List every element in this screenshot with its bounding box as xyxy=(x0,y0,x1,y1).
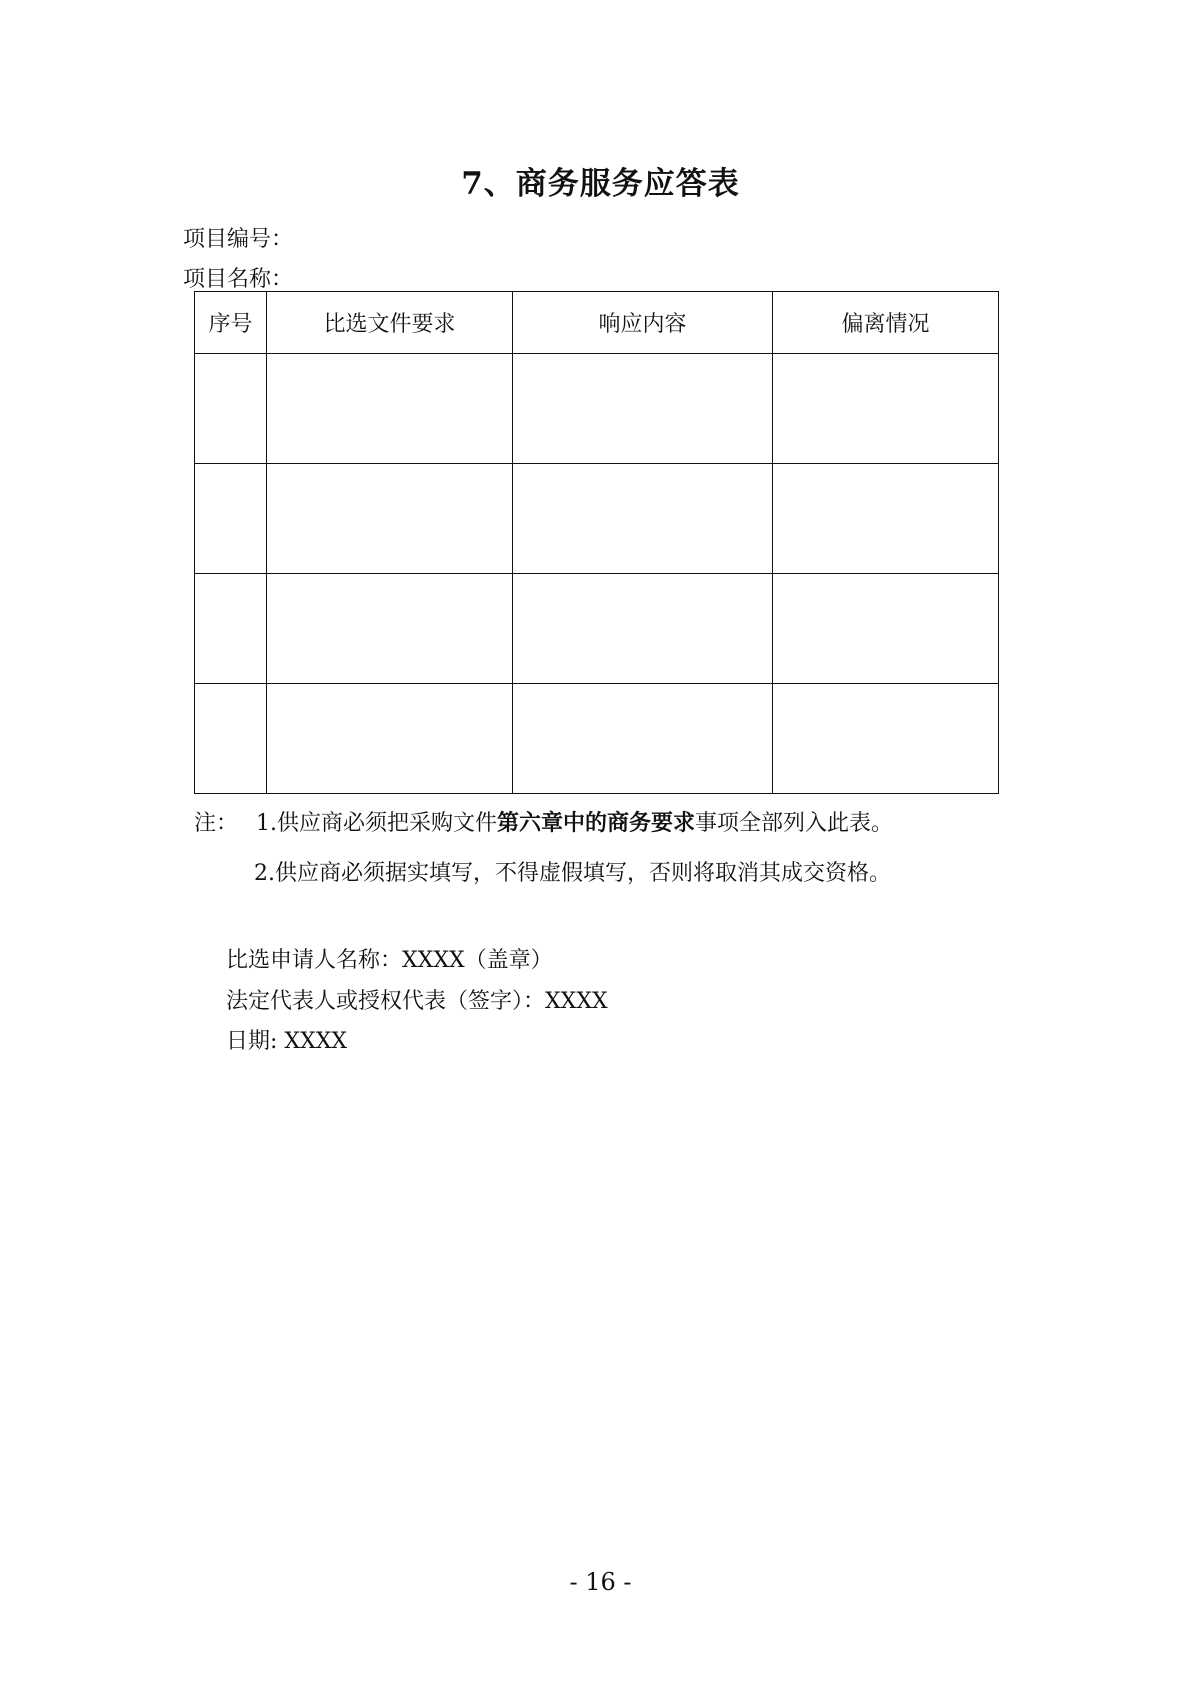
table-row xyxy=(195,574,999,684)
table-cell xyxy=(513,574,773,684)
applicant-name-line: 比选申请人名称：XXXX（盖章） xyxy=(226,948,553,973)
header-requirements: 比选文件要求 xyxy=(267,292,513,354)
page-title: 7、商务服务应答表 xyxy=(461,166,740,202)
table-cell xyxy=(267,684,513,794)
table-row xyxy=(195,464,999,574)
table-cell xyxy=(773,574,999,684)
table-cell xyxy=(513,684,773,794)
note-1-emphasis: 第六章中的商务要求 xyxy=(497,810,696,836)
response-table xyxy=(194,291,999,794)
table-cell xyxy=(267,354,513,464)
table-cell xyxy=(195,354,267,464)
table-cell xyxy=(195,574,267,684)
table-cell xyxy=(195,464,267,574)
table-cell xyxy=(773,684,999,794)
project-name-label: 项目名称： xyxy=(183,267,294,292)
header-response-content: 响应内容 xyxy=(513,292,773,354)
header-serial-number: 序号 xyxy=(195,292,267,354)
header-deviation: 偏离情况 xyxy=(773,292,999,354)
note-1-suffix: 事项全部列入此表。 xyxy=(695,811,894,836)
table-cell xyxy=(267,574,513,684)
table-cell xyxy=(195,684,267,794)
table-cell xyxy=(513,464,773,574)
note-2: 2.供应商必须据实填写，不得虚假填写，否则将取消其成交资格。 xyxy=(254,861,891,886)
note-1-prefix: 1.供应商必须把采购文件 xyxy=(256,811,498,836)
project-number-label: 项目编号： xyxy=(183,227,294,252)
table-cell xyxy=(773,354,999,464)
table-row xyxy=(195,684,999,794)
note-label: 注： xyxy=(194,811,239,836)
table-cell xyxy=(513,354,773,464)
table-row xyxy=(195,354,999,464)
representative-signature-line: 法定代表人或授权代表（签字）：XXXX xyxy=(226,989,608,1014)
page-number: - 16 - xyxy=(569,1568,632,1596)
date-line: 日期: XXXX xyxy=(226,1029,348,1054)
note-1 xyxy=(194,806,893,837)
table-cell xyxy=(267,464,513,574)
table-header-row xyxy=(195,292,999,354)
table-cell xyxy=(773,464,999,574)
